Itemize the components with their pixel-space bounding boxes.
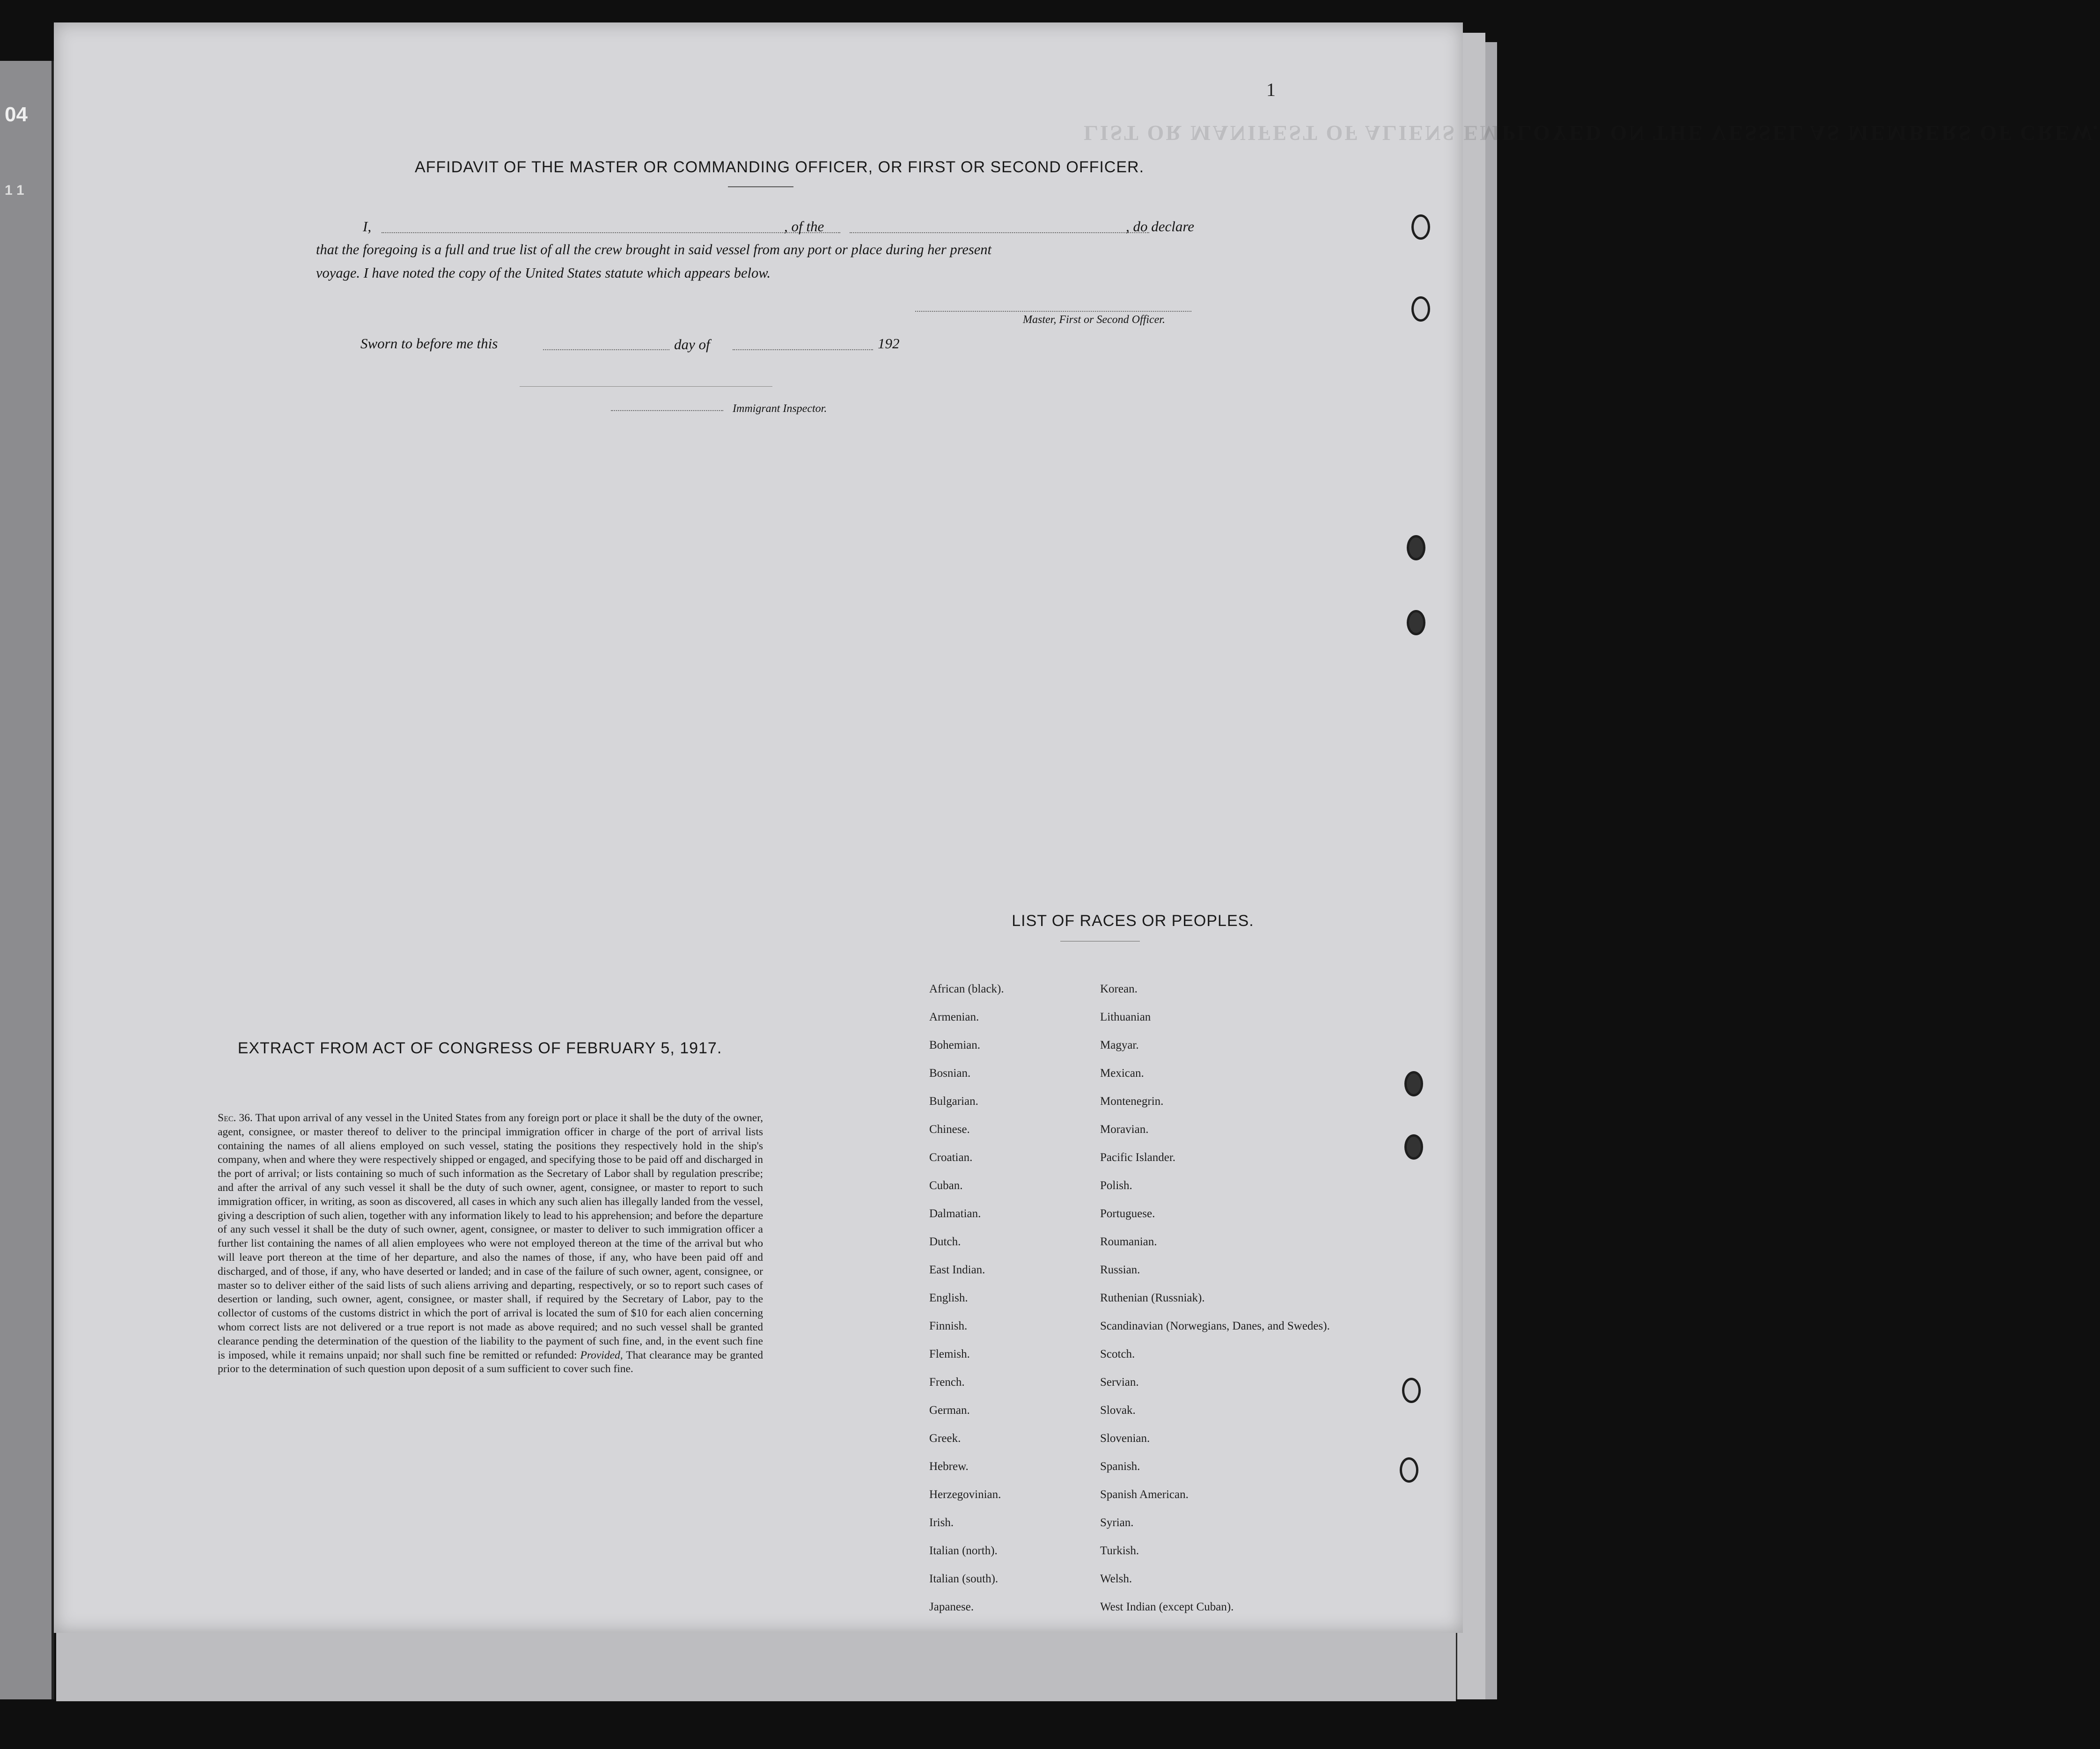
- declarant-label: I,: [363, 218, 372, 235]
- binder-hole: [1411, 296, 1430, 322]
- race-item: African (black).: [929, 983, 1004, 995]
- race-item: Herzegovinian.: [929, 1488, 1001, 1501]
- race-item: Chinese.: [929, 1123, 970, 1136]
- races-left-column: [929, 982, 1004, 1628]
- race-item: Servian.: [1100, 1376, 1139, 1389]
- declarant-name-field[interactable]: [382, 232, 840, 233]
- races-title: LIST OF RACES OR PEOPLES.: [1012, 912, 1254, 930]
- margin-number: 04: [5, 103, 28, 126]
- race-item: Italian (north).: [929, 1544, 998, 1557]
- race-item: Greek.: [929, 1432, 961, 1445]
- binder-hole: [1404, 1134, 1423, 1160]
- race-item: Welsh.: [1100, 1573, 1132, 1585]
- race-item: Flemish.: [929, 1348, 970, 1360]
- race-item: Polish.: [1100, 1179, 1132, 1192]
- race-item: Russian.: [1100, 1264, 1140, 1276]
- races-right-column: [1100, 982, 1330, 1628]
- race-item: Dutch.: [929, 1235, 961, 1248]
- affidavit-title: AFFIDAVIT OF THE MASTER OR COMMANDING OFFICER, OR FIRST OR SECOND OFFICER.: [414, 158, 1145, 176]
- race-item: Italian (south).: [929, 1573, 999, 1585]
- affidavit-body-line: voyage. I have noted the copy of the United States statute which appears below.: [316, 265, 771, 281]
- bleed-through-text: LIST OR MANIFEST OF ALIENS EMPLOYED ON THE VESSEL AS MEMBERS OF CREW.: [1084, 121, 2100, 145]
- sworn-day-field[interactable]: [543, 349, 669, 350]
- race-item: Turkish.: [1100, 1544, 1139, 1557]
- year-prefix: 192: [878, 335, 900, 352]
- binder-hole: [1411, 214, 1430, 240]
- extract-text: [218, 1111, 763, 1376]
- extract-body: That upon arrival of any vessel in the United States from any foreign port or place it shall be the duty of the owner, agent, consignee, or master thereof to deliver to the principal immigration officer in charge of the port of arrival lists containing the names of all aliens employed on such vessel, stating the positions they respectively hold in the ship's company, when and where they were respectively shipped or engaged, and specifying those to be paid off and discharged in the port of arrival; or lists containing so much of such information as the Secretary of Labor shall by regulation prescribe; and after the arrival of any such vessel it shall be the duty of such owner, agent, consignee, or master to report to such immigration officer, in writing, as soon as discovered, all cases in which any such alien has illegally landed from the vessel, giving a description of such alien, together with any information likely to lead to his apprehension; and before the departure of any such vessel it shall be the duty of such owner, agent, consignee, or master to deliver to such immigration officer a further list containing the names of all alien employees who were not employed thereon at the time of the arrival but who will leave port thereon at the time of her departure, and also the names of those, if any, who have been paid off and discharged, and of those, if any, who have deserted or landed; and in case of the failure of such owner, agent, consignee, or master so to deliver either of the said lists of such aliens arriving and departing, respectively, or so to report such cases of desertion or landing, such owner, agent, consignee, or master shall, if required by the Secretary of Labor, pay to the collector of customs of the customs district in which the port of arrival is located the sum of $10 for each alien concerning whom correct lists are not delivered or a true report is not made as above required; and no such vessel shall be granted clearance pending the determination of the question of the liability to the payment of such fine, and, in the event such fine is imposed, while it remains unpaid; nor shall such fine be remitted or refunded:: [218, 1112, 763, 1361]
- binder-hole: [1407, 535, 1425, 560]
- title-rule: [728, 186, 793, 187]
- provided-label: Provided,: [580, 1349, 623, 1361]
- race-item: Roumanian.: [1100, 1235, 1157, 1248]
- race-item: Hebrew.: [929, 1460, 969, 1473]
- manifest-page: [54, 22, 2100, 1633]
- race-item: Bulgarian.: [929, 1095, 978, 1108]
- race-item: Bosnian.: [929, 1067, 971, 1080]
- sworn-month-field[interactable]: [733, 349, 873, 350]
- race-item: German.: [929, 1404, 970, 1417]
- underlying-sheet: [56, 1629, 1456, 1701]
- binding-strip: [0, 61, 54, 1699]
- race-item: West Indian (except Cuban).: [1100, 1601, 1234, 1613]
- race-item: Japanese.: [929, 1601, 974, 1613]
- race-item: Croatian.: [929, 1151, 973, 1164]
- sworn-label: Sworn to before me this: [360, 335, 498, 352]
- vessel-label: , of the: [784, 218, 824, 235]
- binder-hole: [1407, 610, 1425, 635]
- master-signature-field[interactable]: [915, 311, 1191, 312]
- race-item: Spanish.: [1100, 1460, 1140, 1473]
- race-item: French.: [929, 1376, 965, 1389]
- inspector-signature-field[interactable]: [520, 386, 772, 387]
- race-item: Scotch.: [1100, 1348, 1135, 1360]
- race-item: Bohemian.: [929, 1039, 981, 1051]
- race-item: Finnish.: [929, 1320, 968, 1332]
- inspector-dotted-line: [611, 410, 723, 411]
- corner-mark: 1: [1266, 79, 1276, 100]
- race-item: Slovak.: [1100, 1404, 1136, 1417]
- margin-small-mark: 1 1: [5, 183, 24, 198]
- race-item: Portuguese.: [1100, 1207, 1155, 1220]
- race-item: English.: [929, 1292, 968, 1304]
- binder-hole: [1404, 1071, 1423, 1096]
- master-caption: Master, First or Second Officer.: [1023, 314, 1165, 326]
- race-item: Lithuanian: [1100, 1011, 1151, 1023]
- race-item: Irish.: [929, 1516, 954, 1529]
- vessel-name-field[interactable]: [850, 232, 1149, 233]
- race-item: Dalmatian.: [929, 1207, 981, 1220]
- race-item: Magyar.: [1100, 1039, 1139, 1051]
- race-item: Ruthenian (Russniak).: [1100, 1292, 1205, 1304]
- affidavit-body-line: that the foregoing is a full and true list of all the crew brought in said vessel from any port or place during her present: [316, 242, 992, 257]
- race-item: Slovenian.: [1100, 1432, 1150, 1445]
- race-item: Korean.: [1100, 983, 1138, 995]
- race-item: Moravian.: [1100, 1123, 1149, 1136]
- day-of-label: day of: [674, 336, 710, 353]
- race-item: Pacific Islander.: [1100, 1151, 1176, 1164]
- race-item: Montenegrin.: [1100, 1095, 1164, 1108]
- inspector-caption: Immigrant Inspector.: [733, 403, 827, 415]
- declare-label: , do declare: [1126, 218, 1195, 235]
- provided-text: That clearance may be granted prior to the determination of such question upon deposit of a sum sufficient to cover such fine.: [218, 1349, 764, 1375]
- section-label: Sec. 36.: [218, 1112, 253, 1124]
- race-item: Cuban.: [929, 1179, 963, 1192]
- race-item: Spanish American.: [1100, 1488, 1189, 1501]
- race-item: Mexican.: [1100, 1067, 1144, 1080]
- race-item: Syrian.: [1100, 1516, 1134, 1529]
- race-item: Armenian.: [929, 1011, 979, 1023]
- race-item: Scandinavian (Norwegians, Danes, and Swedes).: [1100, 1320, 1330, 1332]
- race-item: East Indian.: [929, 1264, 985, 1276]
- binder-hole: [1400, 1457, 1418, 1483]
- binder-hole: [1402, 1378, 1421, 1403]
- extract-title: EXTRACT FROM ACT OF CONGRESS OF FEBRUARY 5, 1917.: [237, 1039, 722, 1057]
